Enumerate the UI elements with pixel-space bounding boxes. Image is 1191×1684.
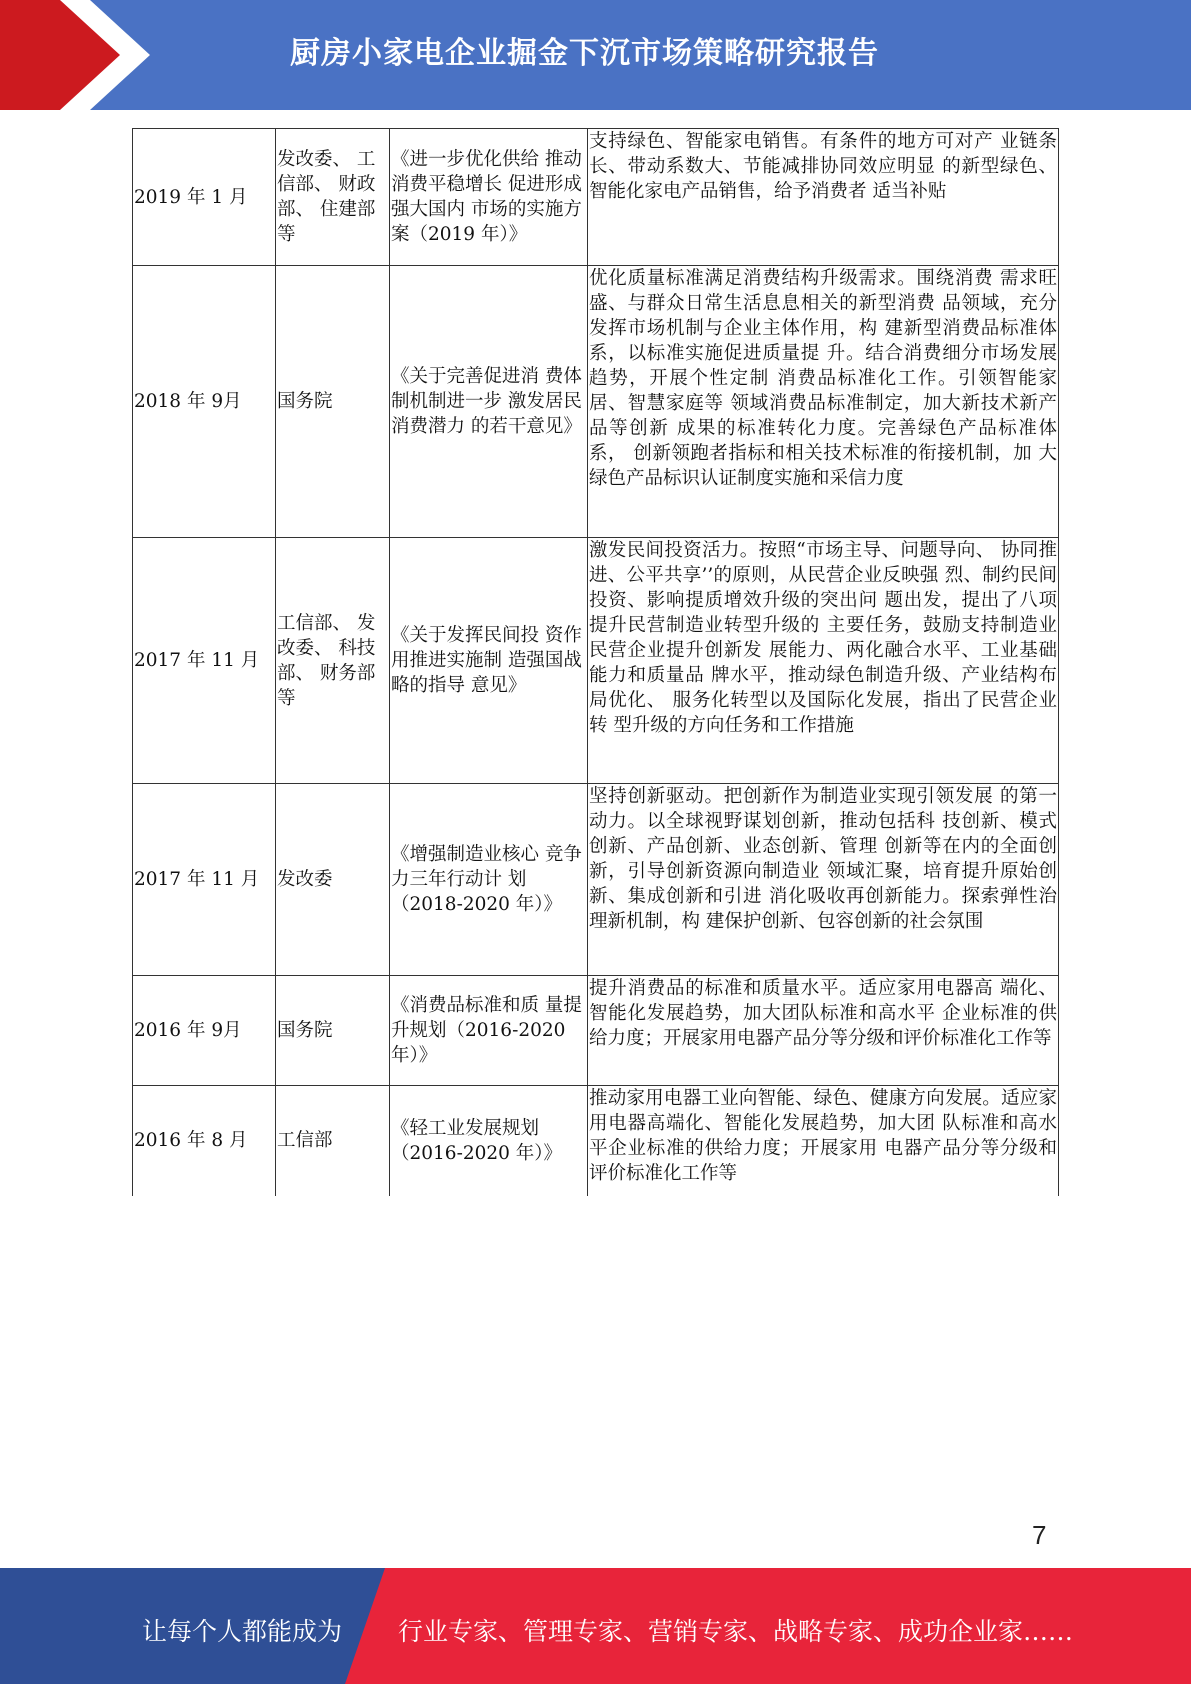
- department-cell: 国务院: [276, 266, 390, 538]
- department-cell: 发改委: [276, 784, 390, 976]
- page-number: 7: [1032, 1520, 1047, 1550]
- document-cell: 《增强制造业核心 竞争力三年行动计 划（2018-2020 年）》: [390, 784, 588, 976]
- date-cell: 2016 年 9月: [133, 976, 276, 1086]
- date-cell: 2017 年 11 月: [133, 538, 276, 784]
- table-row: [133, 1086, 1059, 1196]
- page-footer: [0, 1568, 1191, 1684]
- department-cell: 工信部、 发改委、 科技部、 财务部等: [276, 538, 390, 784]
- content-cell: 坚持创新驱动。把创新作为制造业实现引领发展 的第一动力。以全球视野谋划创新，推动包括科 技创新、模式创新、产品创新、业态创新、管理 创新等在内的全面创新，引导创新资源向制造业 领域汇聚，培育提升原始创新、集成创新和引进 消化吸收再创新能力。探索弹性治理新机制，构 建保护创新、包容创新的社会氛围: [588, 784, 1059, 976]
- department-cell: 工信部: [276, 1086, 390, 1196]
- table-row: [133, 784, 1059, 976]
- date-cell: 2017 年 11 月: [133, 784, 276, 976]
- document-cell: 《进一步优化供给 推动消费平稳增长 促进形成强大国内 市场的实施方案（2019 年）》: [390, 129, 588, 266]
- date-cell: 2018 年 9月: [133, 266, 276, 538]
- table-row: [133, 129, 1059, 266]
- page-header: [0, 0, 1191, 110]
- table-row: [133, 976, 1059, 1086]
- content-cell: 优化质量标准满足消费结构升级需求。围绕消费 需求旺盛、与群众日常生活息息相关的新型消费 品领域，充分发挥市场机制与企业主体作用，构 建新型消费品标准体系，以标准实施促进质量提 升。结合消费细分市场发展趋势，开展个性定制 消费品标准化工作。引领智能家居、智慧家庭等 领域消费品标准制定，加大新技术新产品等创新 成果的标准转化力度。完善绿色产品标准体系， 创新领跑者指标和相关技术标准的衔接机制，加 大绿色产品标识认证制度实施和采信力度: [588, 266, 1059, 538]
- footer-slogan-right: 行业专家、管理专家、营销专家、战略专家、成功企业家……: [398, 1617, 1074, 1646]
- table-row: [133, 538, 1059, 784]
- date-cell: 2016 年 8 月: [133, 1086, 276, 1196]
- department-cell: 发改委、 工信部、 财政部、 住建部等: [276, 129, 390, 266]
- table-row: [133, 266, 1059, 538]
- document-cell: 《消费品标准和质 量提升规划（2016-2020 年）》: [390, 976, 588, 1086]
- report-title: 厨房小家电企业掘金下沉市场策略研究报告: [290, 36, 879, 71]
- footer-slogan-left: 让每个人都能成为: [142, 1617, 343, 1646]
- date-cell: 2019 年 1 月: [133, 129, 276, 266]
- department-cell: 国务院: [276, 976, 390, 1086]
- content-cell: 提升消费品的标准和质量水平。适应家用电器高 端化、智能化发展趋势，加大团队标准和高水平 企业标准的供给力度；开展家用电器产品分等分级和评价标准化工作等: [588, 976, 1059, 1086]
- content-cell: 推动家用电器工业向智能、绿色、健康方向发展。适应家用电器高端化、智能化发展趋势，加大团 队标准和高水平企业标准的供给力度；开展家用 电器产品分等分级和评价标准化工作等: [588, 1086, 1059, 1196]
- policy-table: [132, 128, 1059, 1196]
- content-cell: 激发民间投资活力。按照“市场主导、问题导向、 协同推进、公平共享’’的原则，从民营企业反映强 烈、制约民间投资、影响提质增效升级的突出问 题出发，提出了八项提升民营制造业转型升级的 主要任务，鼓励支持制造业民营企业提升创新发 展能力、两化融合水平、工业基础能力和质量品 牌水平，推动绿色制造升级、产业结构布局优化、 服务化转型以及国际化发展，指出了民营企业转 型升级的方向任务和工作措施: [588, 538, 1059, 784]
- document-cell: 《轻工业发展规划（2016-2020 年）》: [390, 1086, 588, 1196]
- document-cell: 《关于完善促进消 费体制机制进一步 激发居民消费潜力 的若干意见》: [390, 266, 588, 538]
- document-cell: 《关于发挥民间投 资作用推进实施制 造强国战略的指导 意见》: [390, 538, 588, 784]
- content-cell: 支持绿色、智能家电销售。有条件的地方可对产 业链条长、带动系数大、节能减排协同效应明显 的新型绿色、智能化家电产品销售，给予消费者 适当补贴: [588, 129, 1059, 266]
